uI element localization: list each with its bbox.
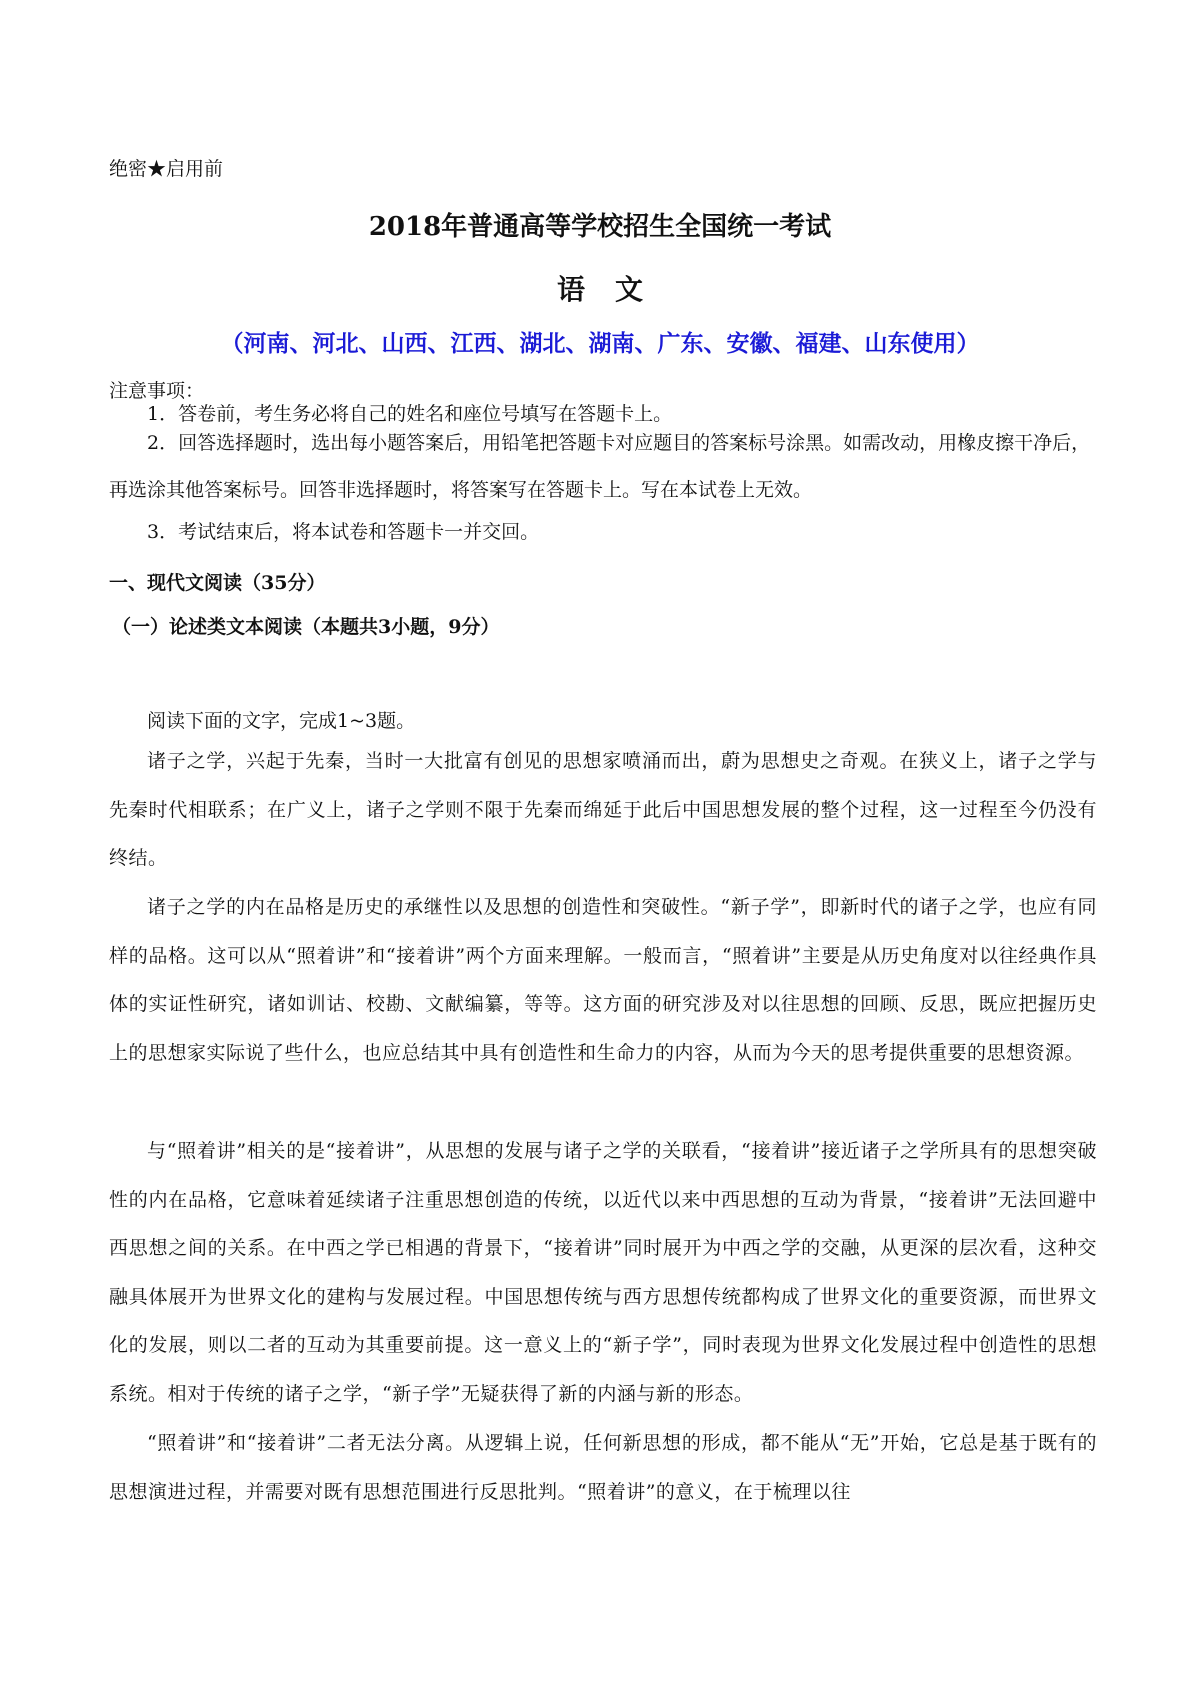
passage-paragraph-1: 诸子之学，兴起于先秦，当时一大批富有创见的思想家喷涌而出，蔚为思想史之奇观。在狭义上，诸子之学与先秦时代相联系；在广义上，诸子之学则不限于先秦而绵延于此后中国思想发展的整个过程，这一过程至今仍没有终结。 bbox=[109, 750, 1097, 869]
passage-paragraph-3: 与“照着讲”相关的是“接着讲”，从思想的发展与诸子之学的关联看，“接着讲”接近诸子之学所具有的思想突破性的内在品格，它意味着延续诸子注重思想创造的传统，以近代以来中西思想的互动为背景，“接着讲”无法回避中西思想之间的关系。在中西之学已相遇的背景下，“接着讲”同时展开为中西之学的交融，从更深的层次看，这种交融具体展开为世界文化的建构与发展过程。中国思想传统与西方思想传统都构成了世界文化的重要资源，而世界文化的发展，则以二者的互动为其重要前提。这一意义上的“新子学”，同时表现为世界文化发展过程中创造性的思想系统。相对于传统的诸子之学，“新子学”无疑获得了新的内涵与新的形态。 bbox=[109, 1140, 1097, 1405]
regions-note: （河南、河北、山西、江西、湖北、湖南、广东、安徽、福建、山东使用） bbox=[220, 330, 980, 357]
passage-paragraph-4: “照着讲”和“接着讲”二者无法分离。从逻辑上说，任何新思想的形成，都不能从“无”开始，它总是基于既有的思想演进过程，并需要对既有思想范围进行反思批判。“照着讲”的意义，在于梳理以往 bbox=[109, 1432, 1097, 1503]
notice-title: 注意事项： bbox=[109, 380, 205, 402]
notice-item-2: 2．回答选择题时，选出每小题答案后，用铅笔把答题卡对应题目的答案标号涂黑。如需改动，用橡皮擦干净后，再选涂其他答案标号。回答非选择题时，将答案写在答题卡上。写在本试卷上无效。 bbox=[109, 432, 1091, 501]
exam-title: 2018年普通高等学校招生全国统一考试 bbox=[368, 212, 832, 242]
subject-title: 语文 bbox=[556, 273, 673, 306]
notice-item-1: 1．答卷前，考生务必将自己的姓名和座位号填写在答题卡上。 bbox=[147, 403, 673, 425]
subsection-title: （一）论述类文本阅读（本题共3小题，9分） bbox=[112, 616, 500, 638]
passage-paragraph-2: 诸子之学的内在品格是历史的承继性以及思想的创造性和突破性。“新子学”，即新时代的诸子之学，也应有同样的品格。这可以从“照着讲”和“接着讲”两个方面来理解。一般而言，“照着讲”主要是从历史角度对以往经典作具体的实证性研究，诸如训诂、校勘、文献编纂，等等。这方面的研究涉及对以往思想的回顾、反思，既应把握历史上的思想家实际说了些什么，也应总结其中具有创造性和生命力的内容，从而为今天的思考提供重要的思想资源。 bbox=[109, 896, 1097, 1064]
section-title: 一、现代文阅读（35分） bbox=[109, 572, 326, 594]
notice-item-3: 3．考试结束后，将本试卷和答题卡一并交回。 bbox=[147, 521, 540, 543]
reading-instruction: 阅读下面的文字，完成1~3题。 bbox=[147, 710, 416, 732]
confidential-label: 绝密★启用前 bbox=[109, 158, 224, 180]
